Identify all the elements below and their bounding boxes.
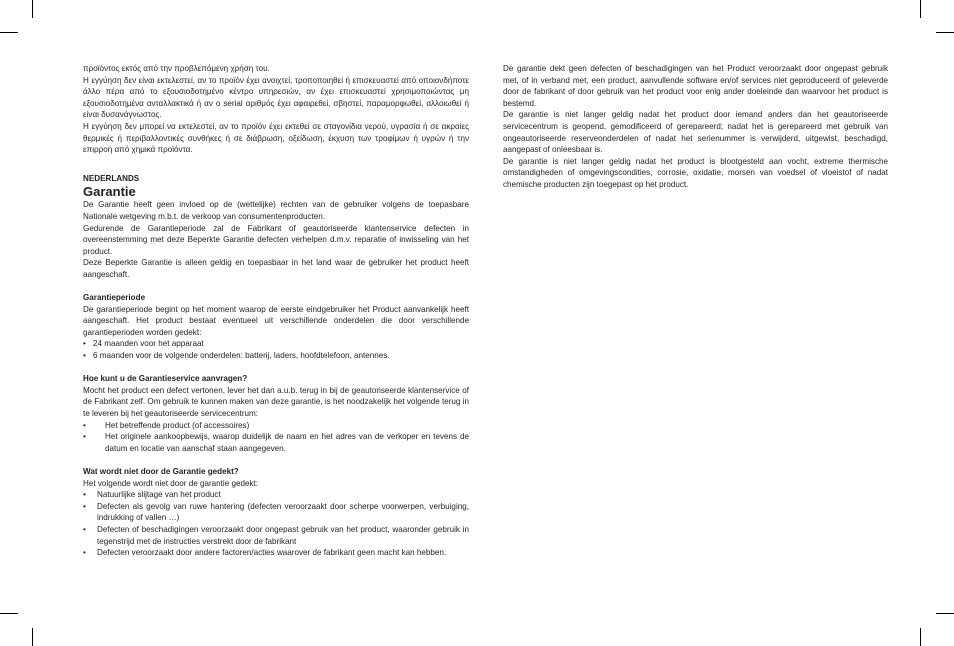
bullet-icon: • xyxy=(83,524,86,534)
right-column xyxy=(503,63,888,191)
list-item-text: 24 maanden voor het apparaat xyxy=(93,339,204,349)
bullet-icon: • xyxy=(83,432,86,442)
list-item xyxy=(83,431,469,454)
not-covered-text: Het volgende wordt niet door de garantie gedekt: xyxy=(83,478,259,488)
crop-mark-top-right-v xyxy=(920,0,921,18)
list-item xyxy=(83,350,469,362)
crop-mark-bottom-left-h xyxy=(0,613,18,614)
intro-paragraph: Deze Beperkte Garantie is alleen geldig en toepasbaar in het land waar de gebruiker het product heeft aangeschaft. xyxy=(83,258,469,279)
list-item-text: 6 maanden voor de volgende onderdelen: batterij, laders, hoofdtelefoon, antennes. xyxy=(93,351,390,361)
crop-mark-top-right-h xyxy=(936,32,954,33)
intro-paragraph: Gedurende de Garantieperiode zal de Fabrikant of geautoriseerde klantenservice defecten in overeenstemming met deze Beperkte Garantie defecten verhelpen d.m.v. reparatie of inwisseling van het product. xyxy=(83,223,469,256)
not-covered-list xyxy=(83,489,469,559)
crop-mark-bottom-right-h xyxy=(936,613,954,614)
list-item xyxy=(83,547,469,559)
language-heading: NEDERLANDS xyxy=(83,173,140,183)
list-item xyxy=(83,420,469,432)
greek-paragraph: Η εγγύηση δεν είναι εκτελεστεί, αν το προϊόν έχει ανοιχτεί, τροποποιηθεί ή επισκευαστεί από οποιονδήποτε άλλο πέρα από το εξουσιοδοτημένο κέντρο υπηρεσιών, αν έχει επισκευαστεί χρησιμοποιώντας μη εξουσιοδοτημένα ανταλλακτικά ή αν ο serial αριθμός έχει αφαιρεθεί, σβηστεί, παραμορφωθεί, αλλοιωθεί ή είναι δυσανάγνωστος. xyxy=(83,75,469,120)
crop-mark-top-left-h xyxy=(0,32,18,33)
list-item-text: Defecten als gevolg van ruwe hantering (defecten veroorzaakt door scherpe voorwerpen, verbuiging, indrukking of vallen …) xyxy=(97,501,469,523)
warranty-period-heading: Garantieperiode xyxy=(83,293,146,303)
warranty-period-list xyxy=(83,338,469,361)
bullet-icon: • xyxy=(83,501,86,511)
warranty-period-text: De garantieperiode begint op het moment waarop de eerste eindgebruiker het Product aanvankelijk heeft aangeschaft. Het product bestaat eventueel uit verschillende onderdelen die door verschillende garantieperioden worden gedekt: xyxy=(83,304,469,337)
list-item-text: Defecten veroorzaakt door andere factoren/acties waarover de fabrikant geen macht kan hebben. xyxy=(97,548,447,558)
bullet-icon: • xyxy=(83,490,86,500)
list-item xyxy=(83,489,469,501)
right-paragraph: De garantie is niet langer geldig nadat het product door iemand anders dan het geautoriseerde servicecentrum is geopend, gemodificeerd of gerepareerd; nadat het is gerepareerd met gebruik van ongeautoriseerde reserveonderdelen of nadat het serienummer is verwijderd, uitgewist, beschadigd, aangepast of onleesbaar is. xyxy=(503,110,888,155)
bullet-icon: • xyxy=(83,420,86,430)
greek-paragraph: Η εγγύηση δεν μπορεί να εκτελεστεί, αν το προϊόν έχει εκτεθεί σε σταγονίδια νερού, υγρασία ή σε ακραίες θερμικές ή περιβαλλοντικές συνθήκες ή σε διάβρωση, οξείδωση, έκχυση των τροφίμων ή υγρών ή την επιρροή από χημικά προϊόντα. xyxy=(83,121,469,155)
list-item-text: Natuurlijke slijtage van het product xyxy=(97,490,221,500)
bullet-icon: • xyxy=(83,339,86,349)
list-item xyxy=(83,524,469,547)
crop-mark-bottom-left-v xyxy=(32,628,33,646)
service-request-heading: Hoe kunt u de Garantieservice aanvragen? xyxy=(83,374,248,384)
crop-mark-top-left-v xyxy=(32,0,33,18)
intro-paragraph: De Garantie heeft geen invloed op de (wettelijke) rechten van de gebruiker volgens de toepasbare Nationale wetgeving m.b.t. de verkoop van consumentenproducten. xyxy=(83,200,469,221)
not-covered-heading: Wat wordt niet door de Garantie gedekt? xyxy=(83,467,239,476)
bullet-icon: • xyxy=(83,548,86,558)
bullet-icon: • xyxy=(83,351,86,361)
right-paragraph: De garantie is niet langer geldig nadat het product is blootgesteld aan vocht, extreme thermische omstandigheden of omgevingscondities, corrosie, oxidatie, morsen van voedsel of vloeistof of nadat chemische producten zijn toegepast op het product. xyxy=(503,156,888,189)
list-item-text: Het originele aankoopbewijs, waarop duidelijk de naam en het adres van de verkoper en tevens de datum en locatie van aanschaf staan aangegeven. xyxy=(105,432,469,453)
list-item-text: Defecten of beschadigingen veroorzaakt door ongepast gebruik van het product, waaronder gebruik in tegenstrijd met de instructies verstrekt door de fabrikant xyxy=(97,524,469,546)
service-request-list xyxy=(83,420,469,455)
crop-mark-bottom-right-v xyxy=(920,628,921,646)
greek-paragraph: προϊόντος εκτός από την προβλεπόμενη χρήση του. xyxy=(83,64,270,73)
list-item xyxy=(83,501,469,524)
left-column xyxy=(83,63,469,559)
list-item xyxy=(83,338,469,350)
list-item-text: Het betreffende product (of accessoires) xyxy=(105,420,250,430)
service-request-text: Mocht het product een defect vertonen, lever het dan a.u.b. terug in bij de geautoriseerde klantenservice of de Fabrikant zelf. Om gebruik te kunnen maken van deze garantie, is het noodzakelijk het volgende terug in te leveren bij het geautoriseerde servicecentrum: xyxy=(83,385,469,419)
right-paragraph: De garantie dekt geen defecten of beschadigingen van het Product veroorzaakt door ongepast gebruik met, of in verband met, een product, aanvullende software en/of services niet geproduceerd of geleverde door de fabrikant of door gebruik van het product voor enig ander doeleinde dan waarvoor het product is bestemd. xyxy=(503,64,888,108)
page-title: Garantie xyxy=(83,184,136,200)
